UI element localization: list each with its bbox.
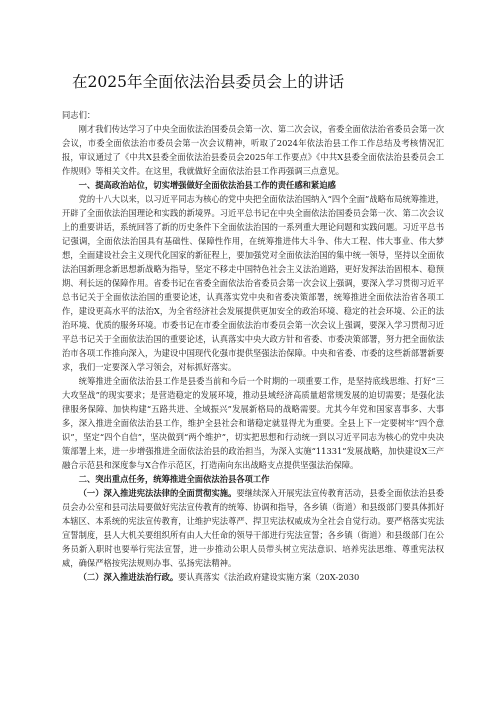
section-2-item-1-text: 要继续深入开展宪法宣传教育活动，县委全面依法治县委员会办公室和县司法局要做好宪法宣传教育的统筹、协调和指导，各乡镇（街道）和县级部门要具体抓好本辖区、本系统的宪法宣传教育，让维护宪法尊严、捍卫宪法权威成为全社会自觉行动。要严格落实宪法宣誓制度，县人大机关要组织所有由人大任命的领导干部进行宪法宣誓；各乡镇（街道）和县级部门在公务员新入职时也要举行宪法宣誓，进一步推动公职人员带头树立宪法意识、培养宪法思维、尊重宪法权威，确保严格按宪法规则办事、弘扬宪法精神。 xyxy=(62,488,444,568)
section-2-item-1 xyxy=(62,486,444,570)
section-2-item-2 xyxy=(62,570,444,584)
document-title: 在2025年全面依法治县委员会上的讲话 xyxy=(72,73,344,91)
intro-paragraph: 刚才我们传达学习了中央全面依法治国委员会第一次、第二次会议，省委全面依法治省委员会第一次会议，市委全面依法治市委员会第一次会议精神，听取了2024年依法治县工作工作总结及考核情况汇报，审议通过了《中共X县委全面依法治县委员会2025年工作要点》《中共X县委全面依法治县委员会工作规则》等相关文件。在这里，我就做好全面依法治县工作再强调三点意见。 xyxy=(62,124,444,176)
section-2-item-1-lead: （一）深入推进宪法法律的全面贯彻实施。 xyxy=(78,488,237,498)
section-2-item-2-text: 要认真落实《法治政府建设实施方案（20X-2030 xyxy=(178,572,360,582)
section-1-paragraph-2: 统筹推进全面依法治县工作是县委当前和今后一个时期的一项重要工作，是坚持底线思维、打好“三大攻坚战”的现实要求；是营造稳定的发展环境，推动县域经济高质量超常规发展的迫切需要；是强化法律服务保障、加快构建“五路共进、全域振兴”发展新格局的战略需要。尤其今年党和国家喜事多、大事多，深入推进全面依法治县工作，维护全县社会和谐稳定就显得尤为重要。全县上下一定要树牢“四个意识”，坚定“四个自信”，坚决做到“两个维护”，切实把思想和行动统一到以习近平同志为核心的党中央决策部署上来，进一步增强推进全面依法治县的政治担当，为深入实施“11331”发展战略，加快建设X三产融合示范县和深度参与X合作示范区，打造南向东出战略支点提供坚强法治保障。 xyxy=(62,376,444,470)
section-1-heading: 一、提高政治站位，切实增强做好全面依法治县工作的责任感和紧迫感 xyxy=(78,180,336,190)
section-2-heading: 二、突出重点任务，统筹推进全面依法治县各项工作 xyxy=(78,474,270,484)
section-1-paragraph-1: 党的十八大以来，以习近平同志为核心的党中央把全面依法治国纳入“四个全面”战略布局统筹推进，开辟了全面依法治国理论和实践的新境界。习近平总书记在中央全面依法治国委员会第一次、第二次会议上的重要讲话，系统回答了新的历史条件下全面依法治国的一系列重大理论问题和实践问题。习近平总书记强调，全面依法治国具有基础性、保障性作用，在统筹推进伟大斗争、伟大工程、伟大事业、伟大梦想，全面建设社会主义现代化国家的新征程上，要加强党对全面依法治国的集中统一领导，坚持以全面依法治国新理念新思想新战略为指导，坚定不移走中国特色社会主义法治道路，更好发挥法治固根本、稳预期、利长远的保障作用。省委书记在省委全面依法治省委员会第一次会议上强调，要深入学习贯彻习近平总书记关于全面依法治国的重要论述，认真落实党中央和省委决策部署，统筹推进全面依法治省各项工作，建设更高水平的法治X，为全省经济社会发展提供更加安全的政治环境、稳定的社会环境、公正的法治环境、优质的服务环境。市委书记在市委全面依法治市委员会第一次会议上强调，要深入学习贯彻习近平总书记关于全面依法治国的重要论述，认真落实中央大政方针和省委、市委决策部署，努力把全面依法治市各项工作推向深入，为建设中国现代化强市提供坚强法治保障。中央和省委、市委的这些新部署新要求，我们一定要深入学习领会，对标抓好落实。 xyxy=(62,194,444,372)
salutation: 同志们： xyxy=(62,110,96,120)
section-2-item-2-lead: （二）深入推进法治行政。 xyxy=(78,572,179,582)
